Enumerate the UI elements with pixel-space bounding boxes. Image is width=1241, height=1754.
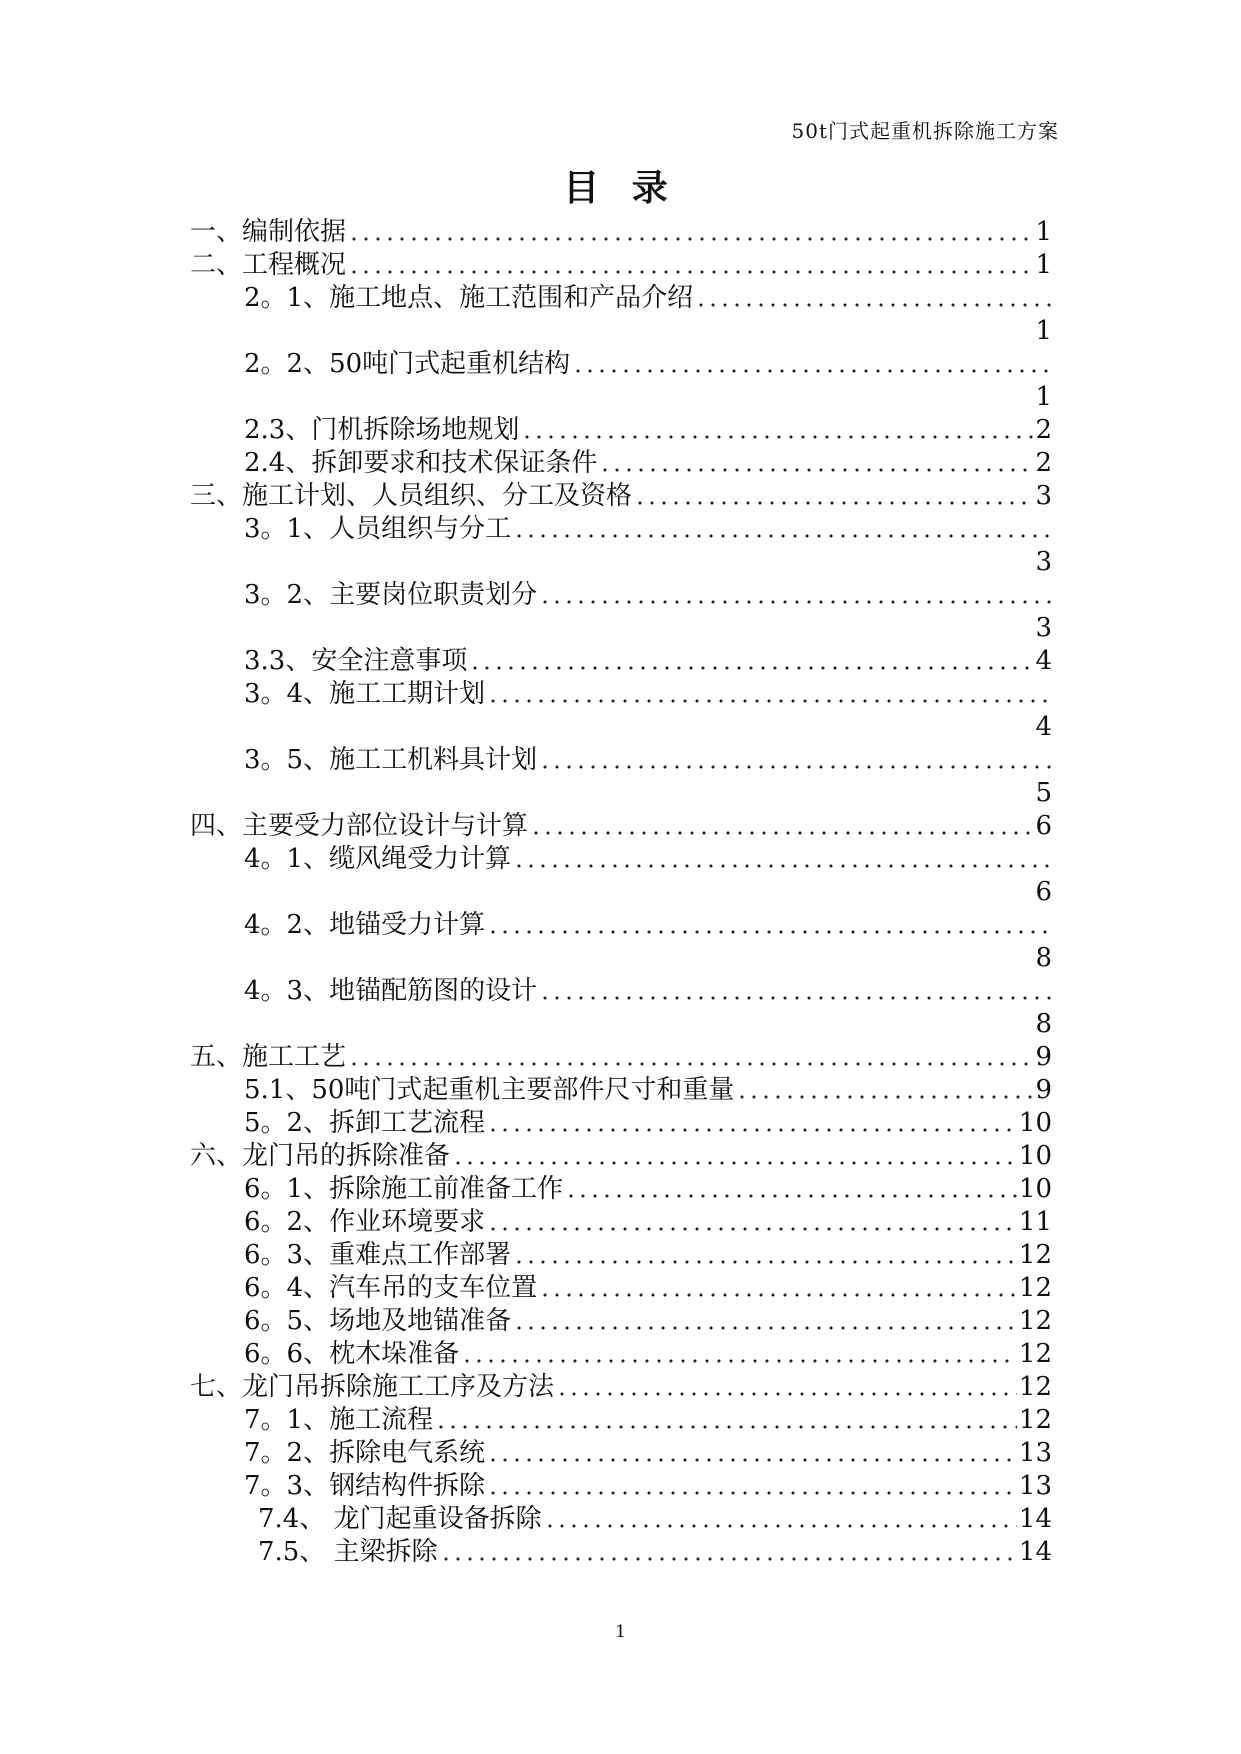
dot-leader: [469, 666, 1033, 670]
toc-entry-title: 2。1、施工地点、施工范围和产品介绍: [244, 283, 694, 313]
toc-entry-page-line: [190, 942, 1052, 975]
toc-entry-title: 四、主要受力部位设计与计算: [190, 811, 529, 841]
toc-entry-title: 5。2、拆卸工艺流程: [244, 1108, 486, 1138]
toc-entry-page: 12: [1018, 1339, 1052, 1369]
toc-entry-page: 12: [1018, 1306, 1052, 1336]
toc-entry-title: 7。1、施工流程: [244, 1405, 434, 1435]
toc-entry-page-line: [190, 1008, 1052, 1041]
dot-leader: [556, 1392, 1017, 1396]
dot-leader: [539, 600, 1052, 604]
toc-entry-page-line: [190, 711, 1052, 744]
toc-entry[interactable]: [190, 1503, 1052, 1536]
toc-entry[interactable]: [190, 1041, 1052, 1074]
toc-entry-title: 3.3、安全注意事项: [244, 646, 468, 676]
dot-leader: [539, 1293, 1017, 1297]
toc-entry[interactable]: [190, 909, 1052, 942]
dot-leader: [487, 1458, 1017, 1462]
toc-entry[interactable]: [190, 1074, 1052, 1107]
toc-entry-title: 二、工程概况: [190, 250, 347, 280]
toc-entry-page: 1: [1035, 316, 1052, 346]
dot-leader: [572, 369, 1052, 373]
toc-entry-title: 6。4、汽车吊的支车位置: [244, 1273, 538, 1303]
toc-entry-title: 7.4、 龙门起重设备拆除: [258, 1504, 542, 1534]
toc-entry-title: 一、编制依据: [190, 217, 347, 247]
dot-leader: [513, 1326, 1017, 1330]
toc-entry-page: 14: [1018, 1537, 1052, 1567]
toc-entry[interactable]: [190, 678, 1052, 711]
toc-entry[interactable]: [190, 1338, 1052, 1371]
toc-entry-page: 11: [1018, 1207, 1052, 1237]
toc-entry-page: 8: [1035, 1009, 1052, 1039]
toc-entry-page-line: [190, 546, 1052, 579]
dot-leader: [487, 930, 1052, 934]
toc-entry-title: 7。2、拆除电气系统: [244, 1438, 486, 1468]
dot-leader: [513, 1260, 1017, 1264]
toc-entry-page: 13: [1018, 1438, 1052, 1468]
dot-leader: [487, 699, 1052, 703]
toc-entry[interactable]: [190, 843, 1052, 876]
dot-leader: [452, 1161, 1017, 1165]
toc-entry[interactable]: [190, 216, 1052, 249]
toc-entry[interactable]: [190, 1371, 1052, 1404]
dot-leader: [348, 237, 1033, 241]
toc-entry[interactable]: [190, 579, 1052, 612]
toc-entry-title: 3。1、人员组织与分工: [244, 514, 512, 544]
toc-entry-page: 1: [1035, 217, 1052, 247]
dot-leader: [487, 1128, 1017, 1132]
dot-leader: [461, 1359, 1017, 1363]
toc-entry[interactable]: [190, 249, 1052, 282]
dot-leader: [435, 1425, 1017, 1429]
toc-entry-page: 9: [1035, 1042, 1052, 1072]
dot-leader: [348, 1062, 1033, 1066]
toc-entry-page: 8: [1035, 943, 1052, 973]
toc-entry-page: 12: [1018, 1405, 1052, 1435]
dot-leader: [513, 864, 1052, 868]
toc-entry-page: 12: [1018, 1240, 1052, 1270]
dot-leader: [539, 996, 1052, 1000]
toc-entry-page: 6: [1035, 811, 1052, 841]
toc-entry-title: 2.4、拆卸要求和技术保证条件: [244, 448, 598, 478]
toc-entry-title: 五、施工工艺: [190, 1042, 347, 1072]
toc-entry-title: 7.5、 主梁拆除: [258, 1537, 438, 1567]
toc-entry-page: 10: [1018, 1108, 1052, 1138]
dot-leader: [544, 1524, 1017, 1528]
toc-entry[interactable]: [190, 1239, 1052, 1272]
dot-leader: [348, 270, 1033, 274]
toc-entry[interactable]: [190, 513, 1052, 546]
dot-leader: [539, 765, 1052, 769]
toc-entry-page: 3: [1035, 547, 1052, 577]
toc-entry-title: 6。2、作业环境要求: [244, 1207, 486, 1237]
toc-entry-page: 6: [1035, 877, 1052, 907]
toc-entry-page-line: [190, 777, 1052, 810]
toc-entry-page: 9: [1035, 1075, 1052, 1105]
toc-entry-page: 2: [1035, 415, 1052, 445]
dot-leader: [513, 534, 1052, 538]
toc-entry[interactable]: [190, 348, 1052, 381]
toc-entry[interactable]: [190, 744, 1052, 777]
dot-leader: [736, 1095, 1033, 1099]
toc-entry[interactable]: [190, 480, 1052, 513]
toc-entry[interactable]: [190, 1206, 1052, 1239]
toc-entry[interactable]: [190, 1470, 1052, 1503]
toc-entry[interactable]: [190, 645, 1052, 678]
dot-leader: [599, 468, 1033, 472]
toc-entry[interactable]: [190, 975, 1052, 1008]
toc-entry-page: 14: [1018, 1504, 1052, 1534]
toc-entry[interactable]: [190, 414, 1052, 447]
toc-entry-title: 4。2、地锚受力计算: [244, 910, 486, 940]
toc-entry-page: 3: [1035, 613, 1052, 643]
toc-entry-title: 六、龙门吊的拆除准备: [190, 1141, 451, 1171]
toc-entry-page: 4: [1035, 712, 1052, 742]
toc-entry[interactable]: [190, 1107, 1052, 1140]
toc-entry-title: 3。4、施工工期计划: [244, 679, 486, 709]
toc-entry[interactable]: [190, 282, 1052, 315]
toc-entry-page: 10: [1018, 1141, 1052, 1171]
toc-entry-title: 6。5、场地及地锚准备: [244, 1306, 512, 1336]
toc-entry-title: 2.3、门机拆除场地规划: [244, 415, 520, 445]
dot-leader: [487, 1491, 1017, 1495]
dot-leader: [565, 1194, 1017, 1198]
dot-leader: [634, 501, 1033, 505]
toc-entry-title: 七、龙门吊拆除施工工序及方法: [190, 1372, 555, 1402]
toc-entry-title: 3。5、施工工机料具计划: [244, 745, 538, 775]
page-number: 1: [615, 1622, 626, 1642]
toc-entry[interactable]: [190, 1437, 1052, 1470]
toc-entry-title: 6。3、重难点工作部署: [244, 1240, 512, 1270]
running-header: 50t门式起重机拆除施工方案: [791, 119, 1059, 143]
toc-entry-title: 三、施工计划、人员组织、分工及资格: [190, 481, 633, 511]
toc-entry-title: 6。1、拆除施工前准备工作: [244, 1174, 564, 1204]
toc-entry[interactable]: [190, 1272, 1052, 1305]
toc-entry-page-line: [190, 612, 1052, 645]
toc-entry-page: 1: [1035, 250, 1052, 280]
toc-entry-title: 6。6、枕木垛准备: [244, 1339, 460, 1369]
table-of-contents: [190, 216, 1052, 1569]
toc-entry-page: 12: [1018, 1273, 1052, 1303]
toc-entry-title: 7。3、钢结构件拆除: [244, 1471, 486, 1501]
toc-entry-title: 4。1、缆风绳受力计算: [244, 844, 512, 874]
dot-leader: [521, 435, 1033, 439]
toc-entry[interactable]: [190, 1140, 1052, 1173]
toc-title: 目 录: [563, 168, 678, 209]
toc-entry-page: 10: [1018, 1174, 1052, 1204]
toc-entry-page: 2: [1035, 448, 1052, 478]
toc-entry-page-line: [190, 315, 1052, 348]
toc-entry-title: 2。2、50吨门式起重机结构: [244, 349, 571, 379]
toc-entry[interactable]: [190, 810, 1052, 843]
toc-entry[interactable]: [190, 1305, 1052, 1338]
dot-leader: [487, 1227, 1017, 1231]
toc-entry-page: 13: [1018, 1471, 1052, 1501]
toc-entry-page: 5: [1035, 778, 1052, 808]
toc-entry[interactable]: [190, 1404, 1052, 1437]
toc-entry-page: 1: [1035, 382, 1052, 412]
toc-entry[interactable]: [190, 1536, 1052, 1569]
toc-entry-page-line: [190, 381, 1052, 414]
toc-entry-title: 3。2、主要岗位职责划分: [244, 580, 538, 610]
dot-leader: [440, 1557, 1017, 1561]
toc-entry[interactable]: [190, 447, 1052, 480]
dot-leader: [530, 831, 1033, 835]
dot-leader: [695, 303, 1052, 307]
toc-entry-page-line: [190, 876, 1052, 909]
toc-entry-title: 4。3、地锚配筋图的设计: [244, 976, 538, 1006]
toc-entry-title: 5.1、50吨门式起重机主要部件尺寸和重量: [244, 1075, 735, 1105]
toc-entry-page: 12: [1018, 1372, 1052, 1402]
toc-entry-page: 4: [1035, 646, 1052, 676]
toc-entry[interactable]: [190, 1173, 1052, 1206]
toc-entry-page: 3: [1035, 481, 1052, 511]
